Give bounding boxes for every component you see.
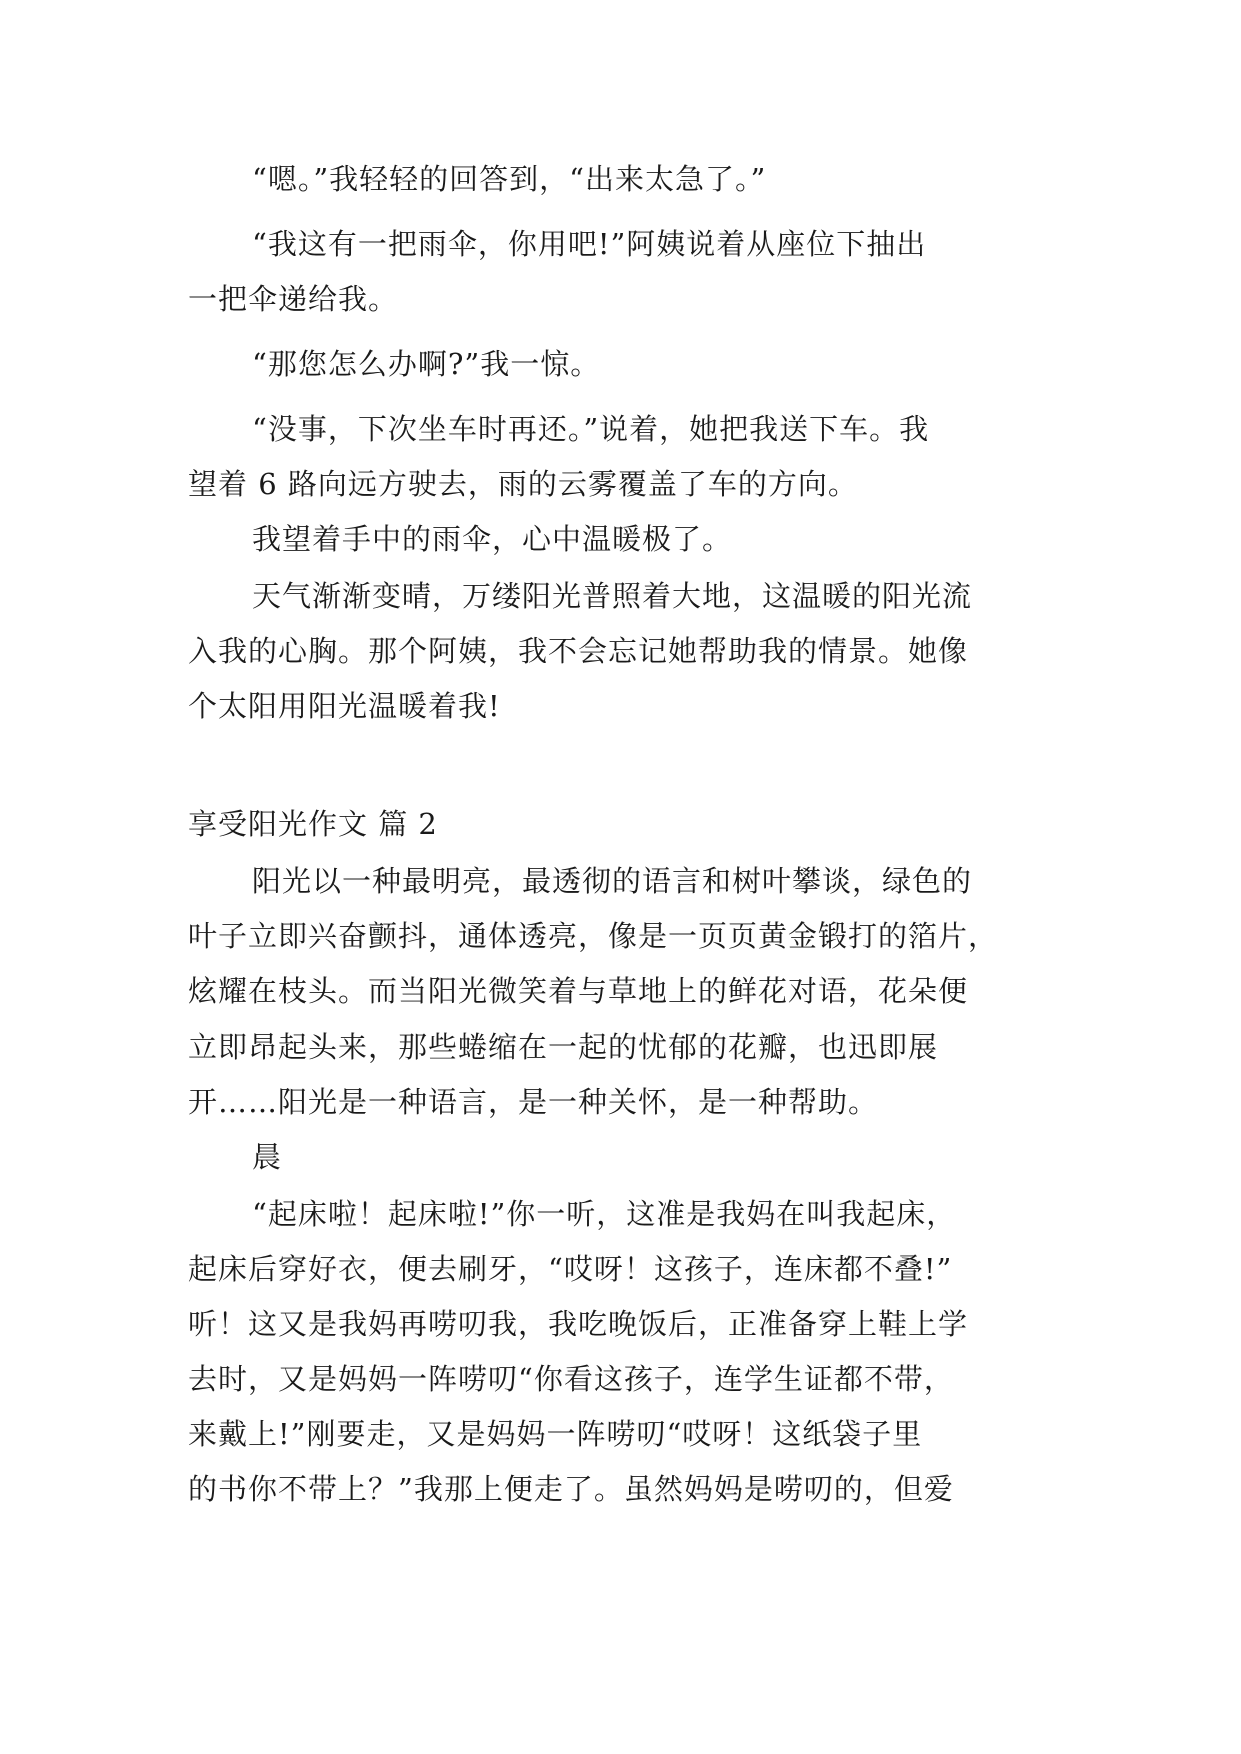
paragraph-line: 望着 6 路向远方驶去，雨的云雾覆盖了车的方向。 xyxy=(188,467,858,501)
paragraph-line: 听！这又是我妈再唠叨我，我吃晚饭后，正准备穿上鞋上学 xyxy=(188,1307,969,1341)
paragraph-line: 阳光以一种最明亮，最透彻的语言和树叶攀谈，绿色的 xyxy=(252,864,973,898)
paragraph-line: 去时，又是妈妈一阵唠叨“你看这孩子，连学生证都不带， xyxy=(188,1362,954,1396)
paragraph-line: 个太阳用阳光温暖着我! xyxy=(188,689,501,723)
paragraph-line: 我望着手中的雨伞，心中温暖极了。 xyxy=(252,522,733,556)
paragraph-line: “没事，下次坐车时再还。”说着，她把我送下车。我 xyxy=(252,412,930,446)
paragraph-line: “我这有一把雨伞，你用吧!”阿姨说着从座位下抽出 xyxy=(252,227,927,261)
paragraph-line: 天气渐渐变晴，万缕阳光普照着大地，这温暖的阳光流 xyxy=(252,579,973,613)
paragraph-line: 开……阳光是一种语言，是一种关怀，是一种帮助。 xyxy=(188,1085,879,1119)
paragraph-line: 一把伞递给我。 xyxy=(188,282,399,316)
paragraph-line: 来戴上!”刚要走，又是妈妈一阵唠叨“哎呀！这纸袋子里 xyxy=(188,1417,923,1451)
paragraph-line: 的书你不带上？”我那上便走了。虽然妈妈是唠叨的，但爱 xyxy=(188,1472,954,1506)
paragraph-line: 立即昂起头来，那些蜷缩在一起的忧郁的花瓣，也迅即展 xyxy=(188,1030,939,1064)
paragraph-line: 起床后穿好衣，便去刷牙，“哎呀！这孩子，连床都不叠!” xyxy=(188,1252,953,1286)
paragraph-line: “那您怎么办啊?”我一惊。 xyxy=(252,347,601,381)
section-heading: 享受阳光作文 篇 2 xyxy=(188,807,438,841)
paragraph-line: 叶子立即兴奋颤抖，通体透亮，像是一页页黄金锻打的箔片， xyxy=(188,919,999,953)
paragraph-line: 入我的心胸。那个阿姨，我不会忘记她帮助我的情景。她像 xyxy=(188,634,969,668)
paragraph-line: “嗯。”我轻轻的回答到，“出来太急了。” xyxy=(252,162,767,196)
paragraph-line: 炫耀在枝头。而当阳光微笑着与草地上的鲜花对语，花朵便 xyxy=(188,974,969,1008)
paragraph-line: “起床啦！起床啦!”你一听，这准是我妈在叫我起床， xyxy=(252,1197,957,1231)
subheading-line: 晨 xyxy=(252,1140,283,1174)
